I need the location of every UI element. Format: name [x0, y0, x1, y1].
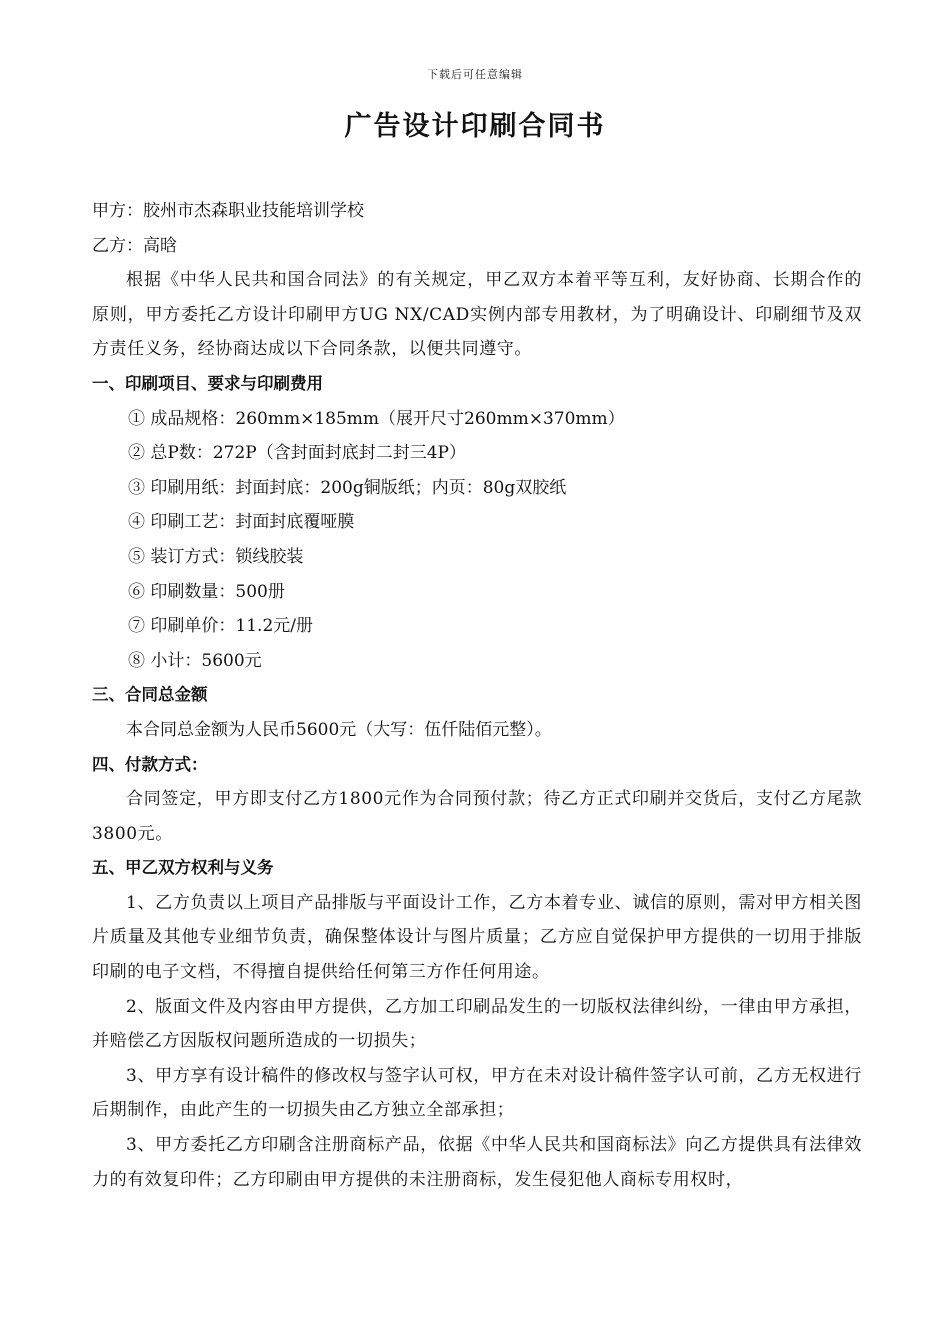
spec-item-paper: ③ 印刷用纸：封面封底：200g铜版纸；内页：80g双胶纸	[128, 477, 567, 498]
document-title: 广告设计印刷合同书	[344, 111, 606, 142]
party-b: 乙方：高晗	[92, 235, 177, 256]
spec-item-unit-price: ⑦ 印刷单价：11.2元/册	[128, 616, 313, 637]
rights-clause: 2、版面文件及内容由甲方提供，乙方加工印刷品发生的一切版权法律纠纷，一律由甲方承担，并赔偿乙方因版权问题所造成的一切损失；	[92, 996, 862, 1052]
header-note: 下载后可任意编辑	[427, 68, 523, 81]
spec-item-binding: ⑤ 装订方式：锁线胶装	[128, 546, 304, 567]
section-heading-total: 三、合同总金额	[92, 685, 208, 705]
rights-clause: 3、甲方享有设计稿件的修改权与签字认可权，甲方在未对设计稿件签字认可前，乙方无权进行后期制作，由此产生的一切损失由乙方独立全部承担；	[92, 1065, 862, 1121]
rights-clause: 3、甲方委托乙方印刷含注册商标产品，依据《中华人民共和国商标法》向乙方提供具有法律效力的有效复印件；乙方印刷由甲方提供的未注册商标，发生侵犯他人商标专用权时，	[92, 1135, 862, 1190]
party-a: 甲方：胶州市杰森职业技能培训学校	[92, 201, 364, 221]
rights-clause: 1、乙方负责以上项目产品排版与平面设计工作，乙方本着专业、诚信的原则，需对甲方相关图片质量及其他专业细节负责，确保整体设计与图片质量；乙方应自觉保护甲方提供的一切用于排版印刷的电子文档，不得擅自提供给任何第三方作任何用途。	[92, 892, 862, 983]
spec-item-quantity: ⑥ 印刷数量：500册	[128, 581, 285, 602]
spec-item-size: ① 成品规格：260mm×185mm（展开尺寸260mm×370mm）	[128, 408, 625, 429]
spec-item-subtotal: ⑧ 小计：5600元	[128, 650, 262, 671]
section-heading-rights: 五、甲乙双方权利与义务	[92, 858, 274, 878]
section-heading-payment: 四、付款方式：	[92, 754, 208, 774]
payment-paragraph: 合同签定，甲方即支付乙方1800元作为合同预付款；待乙方正式印刷并交货后，支付乙方尾款3800元。	[92, 789, 862, 844]
preamble-paragraph: 根据《中华人民共和国合同法》的有关规定，甲乙双方本着平等互利，友好协商、长期合作的原则，甲方委托乙方设计印刷甲方UG NX/CAD实例内部专用教材，为了明确设计、印刷细节及双方责任义务，经协商达成以下合同条款，以便共同遵守。	[92, 270, 862, 360]
total-amount-paragraph: 本合同总金额为人民币5600元（大写：伍仟陆佰元整）。	[126, 719, 552, 740]
contract-body	[92, 194, 862, 1197]
spec-item-pages: ② 总P数：272P（含封面封底封二封三4P）	[128, 443, 466, 464]
spec-item-process: ④ 印刷工艺：封面封底覆哑膜	[128, 512, 355, 533]
section-heading-printing: 一、印刷项目、要求与印刷费用	[92, 373, 323, 393]
